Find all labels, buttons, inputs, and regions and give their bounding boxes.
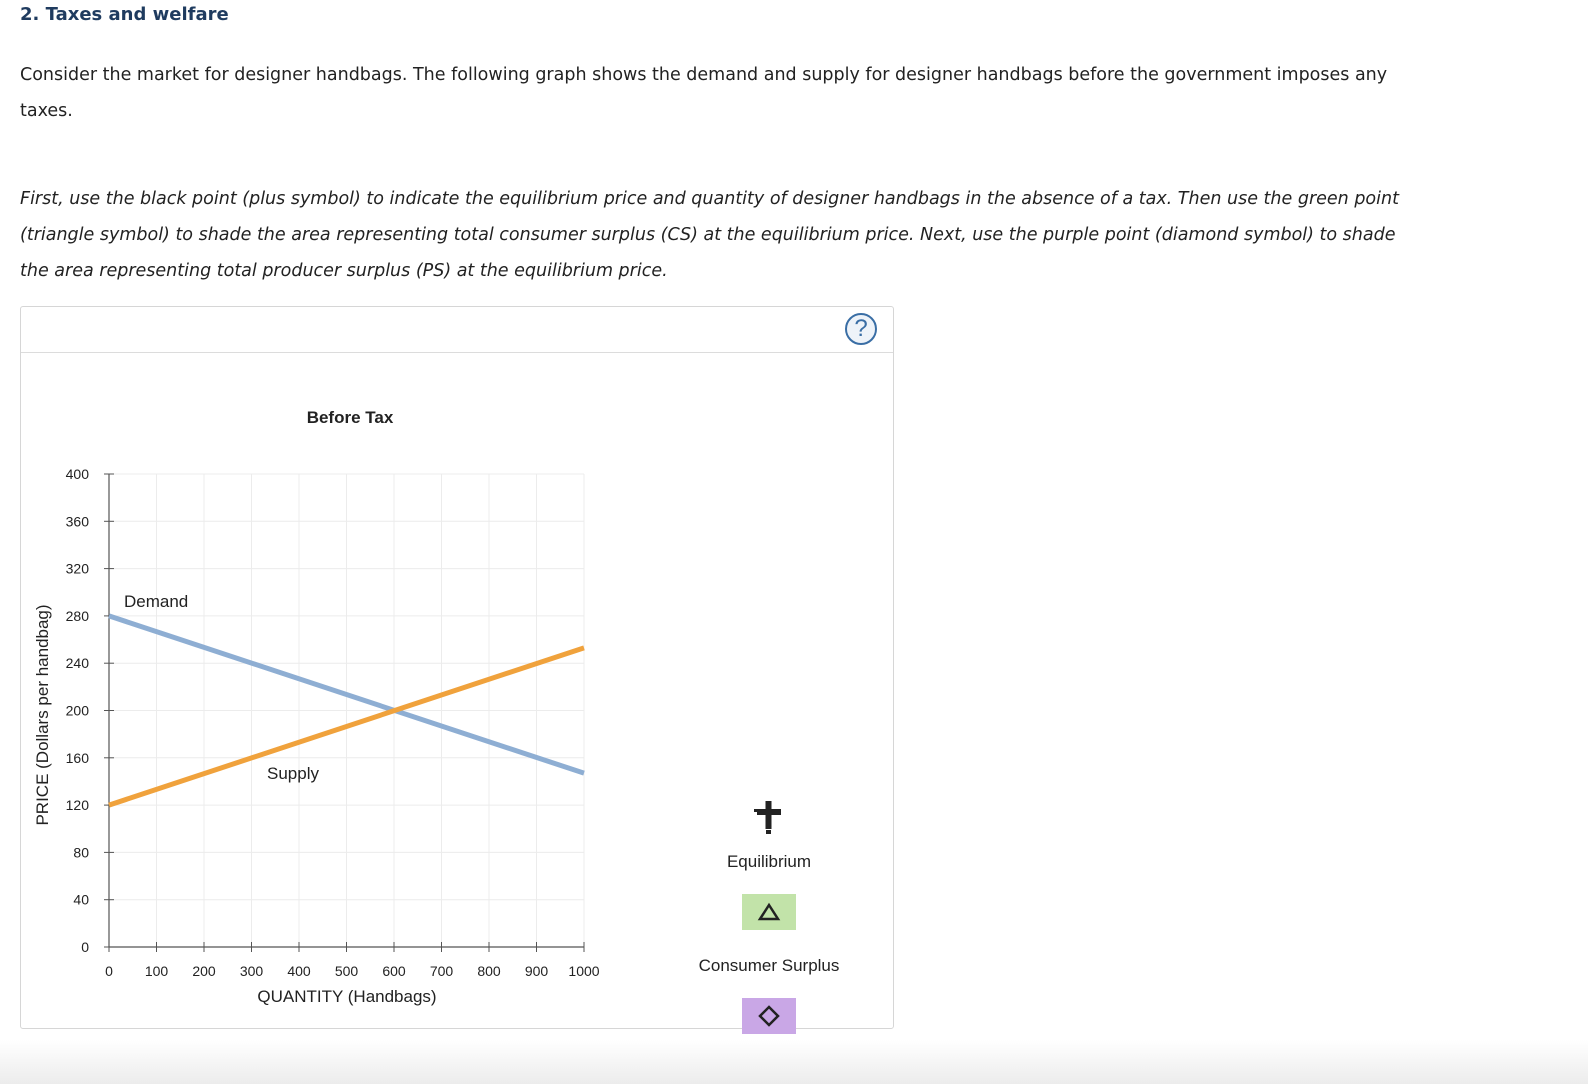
equilibrium-tool-label: Equilibrium [726, 852, 812, 871]
y-tick-label: 40 [73, 891, 89, 908]
y-tick-label: 0 [81, 939, 89, 955]
graph-panel [20, 306, 894, 1029]
producer-surplus-tool[interactable] [742, 998, 796, 1034]
supply-curve-label: Supply [267, 764, 319, 783]
y-tick-label: 360 [65, 513, 89, 530]
x-tick-label: 100 [144, 963, 169, 979]
consumer-surplus-tool[interactable] [742, 894, 796, 930]
x-tick-label: 700 [429, 963, 454, 979]
x-tick-label: 500 [334, 963, 359, 979]
consumer-surplus-tool-label: Consumer Surplus [698, 956, 840, 975]
x-tick-label: 0 [105, 963, 113, 979]
diamond-icon [757, 1004, 781, 1028]
plus-icon [749, 795, 789, 835]
x-axis-label: QUANTITY (Handbags) [257, 987, 437, 1006]
x-tick-label: 400 [287, 963, 311, 979]
demand-curve-label: Demand [124, 592, 189, 611]
x-tick-label: 1000 [568, 963, 600, 979]
x-tick-label: 300 [239, 963, 264, 979]
x-tick-label: 800 [477, 963, 501, 979]
question-intro: Consider the market for designer handbags. The following graph shows the demand and supply for designer handbags before the government imposes any taxes. [20, 65, 1388, 121]
y-axis-label: PRICE (Dollars per handbag) [33, 604, 52, 826]
help-icon[interactable]: ? [845, 313, 877, 345]
question-title: 2. Taxes and welfare [20, 4, 229, 25]
bottom-bar [0, 1040, 1588, 1084]
y-tick-label: 400 [65, 466, 89, 482]
x-tick-label: 600 [382, 963, 406, 979]
x-tick-label: 900 [524, 963, 549, 979]
chart-title: Before Tax [306, 408, 394, 427]
x-tick-label: 200 [192, 963, 216, 979]
triangle-icon [757, 901, 781, 923]
y-tick-label: 80 [73, 844, 89, 861]
y-tick-label: 200 [65, 702, 89, 719]
equilibrium-tool[interactable] [742, 795, 796, 835]
y-tick-label: 160 [65, 749, 89, 766]
question-instructions: First, use the black point (plus symbol) to indicate the equilibrium price and quantity of designer handbags in the absence of a tax. Then use the green point (triangle symbol) to shade the area representing total consumer surplus (CS) at the equilibrium price. Next, use the purple point (diamond symbol) to shade the area representing total producer surplus (PS) at the equilibrium price. [20, 189, 1399, 281]
y-tick-label: 280 [65, 607, 89, 624]
y-tick-label: 120 [65, 797, 89, 814]
y-tick-label: 320 [65, 560, 89, 577]
y-tick-label: 240 [65, 655, 89, 672]
